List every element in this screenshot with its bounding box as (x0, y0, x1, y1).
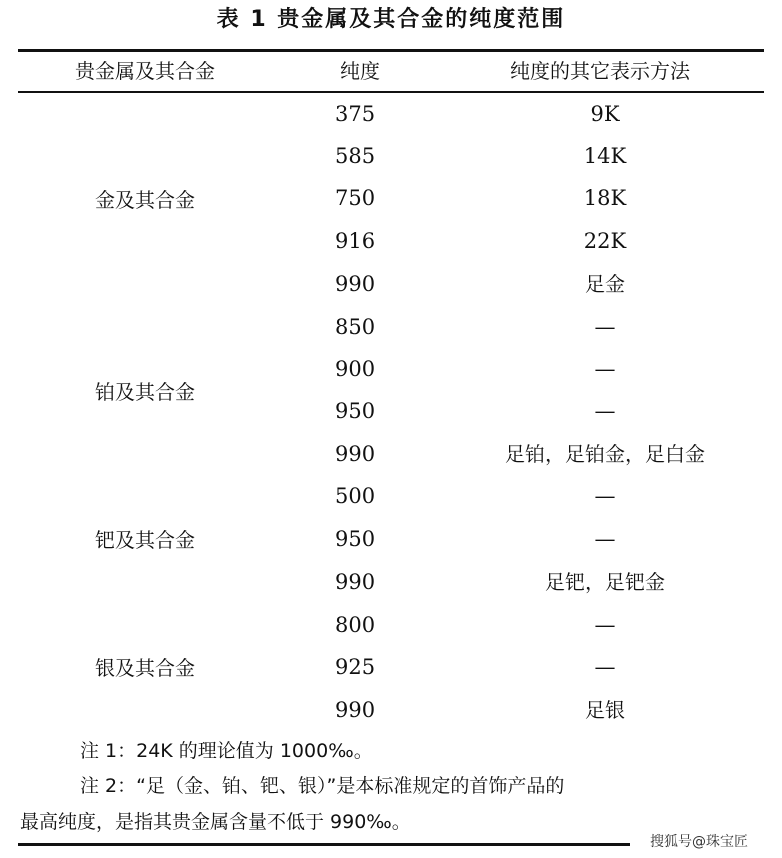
purity-value: 500 (335, 484, 376, 508)
table-row (0, 93, 782, 135)
table-row (0, 390, 782, 432)
alt-value: — (594, 613, 616, 637)
alt-value: 足钯，足钯金 (545, 570, 665, 594)
purity-value: 990 (335, 698, 376, 722)
table-row (0, 348, 782, 390)
alt-value: 足银 (585, 698, 625, 722)
purity-value: 850 (335, 315, 376, 339)
table-title: 表 1 贵金属及其合金的纯度范围 (216, 7, 566, 32)
alt-value: 9K (590, 102, 620, 126)
header-metal: 贵金属及其合金 (75, 59, 215, 83)
table-row (0, 475, 782, 517)
alt-value: 18K (583, 186, 627, 210)
alt-value: 14K (583, 144, 627, 168)
purity-value: 950 (335, 527, 376, 551)
alt-value: — (594, 315, 616, 339)
header-alt: 纯度的其它表示方法 (510, 59, 690, 83)
alt-value: — (594, 357, 616, 381)
alt-value: 22K (583, 229, 627, 253)
table-row (0, 135, 782, 177)
purity-value: 375 (335, 102, 376, 126)
purity-value: 585 (335, 144, 376, 168)
purity-value: 950 (335, 399, 376, 423)
alt-value: — (594, 527, 616, 551)
purity-value: 925 (335, 655, 376, 679)
note-1: 注 1：24K 的理论值为 1000‰。 (80, 740, 373, 762)
table-row (0, 263, 782, 305)
alt-value: 足铂，足铂金，足白金 (505, 442, 705, 466)
table-row (0, 306, 782, 348)
bottom-rule (18, 843, 630, 846)
purity-value: 750 (335, 186, 376, 210)
table-row (0, 689, 782, 731)
group-label-gold: 金及其合金 (95, 188, 195, 212)
group-label-palladium: 钯及其合金 (95, 528, 195, 552)
alt-value: — (594, 655, 616, 679)
table-row (0, 177, 782, 219)
note-2: 注 2：“足（金、铂、钯、银）”是本标准规定的首饰产品的 (80, 775, 565, 797)
alt-value: — (594, 399, 616, 423)
table-row (0, 646, 782, 688)
top-rule (18, 49, 764, 52)
alt-value: — (594, 484, 616, 508)
note-2-continued: 最高纯度，是指其贵金属含量不低于 990‰。 (20, 811, 411, 833)
purity-value: 990 (335, 272, 376, 296)
watermark: 搜狐号@珠宝匠 (650, 834, 748, 850)
table-row (0, 604, 782, 646)
table-row (0, 561, 782, 603)
table-row (0, 518, 782, 560)
purity-value: 990 (335, 570, 376, 594)
table-row (0, 220, 782, 262)
group-label-platinum: 铂及其合金 (95, 380, 195, 404)
purity-value: 900 (335, 357, 376, 381)
header-purity: 纯度 (340, 59, 380, 83)
purity-value: 800 (335, 613, 376, 637)
alt-value: 足金 (585, 272, 625, 296)
purity-value: 916 (335, 229, 376, 253)
group-label-silver: 银及其合金 (95, 656, 195, 680)
purity-value: 990 (335, 442, 376, 466)
table-row (0, 433, 782, 475)
